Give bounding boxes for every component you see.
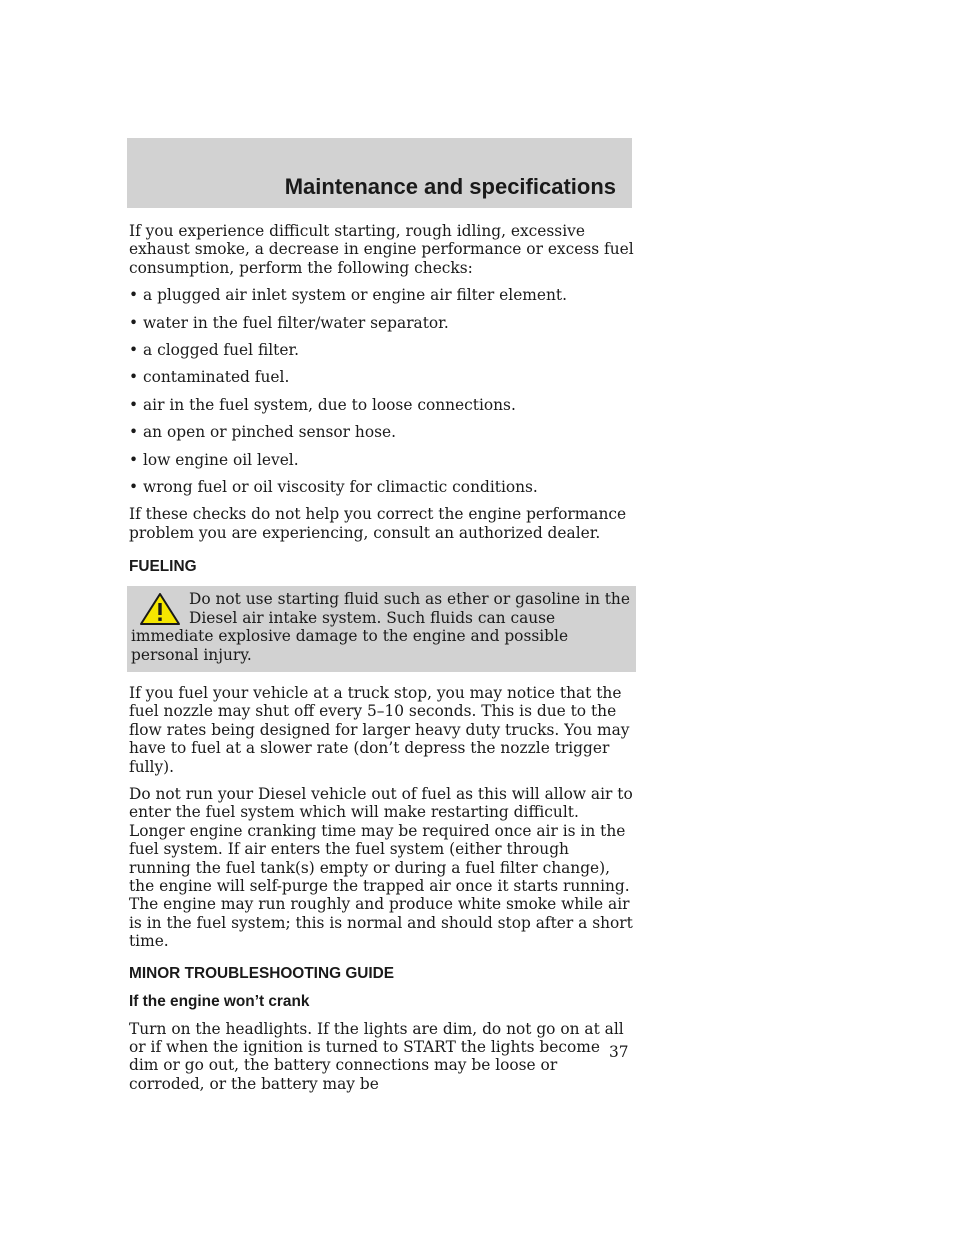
list-item: • water in the fuel filter/water separator. xyxy=(129,313,449,332)
warning-box xyxy=(127,586,636,672)
list-item: • a plugged air inlet system or engine air filter element. xyxy=(129,286,568,305)
list-item: • low engine oil level. xyxy=(129,450,299,469)
section-title: Maintenance and specifications xyxy=(284,174,616,199)
section-header-band xyxy=(127,138,632,208)
intro-paragraph: If you experience difficult starting, rough idling, excessive exhaust smoke, a decrease in engine performance or excess fuel consumption, perform the following checks: xyxy=(129,222,634,277)
page-content xyxy=(129,222,634,1102)
bullet-icon: • xyxy=(129,395,139,414)
troubleshooting-paragraph: Turn on the headlights. If the lights are dim, do not go on at all or if when the ignition is turned to START the lights become dim or go out, the battery connections may be loose or corroded, or the battery may be xyxy=(129,1019,624,1093)
warning-text: Do not use starting fluid such as ether or gasoline in the Diesel air intake system. Such fluids can cause immediate explosive damage to the engine and possible personal injury. xyxy=(131,590,630,664)
list-item: • a clogged fuel filter. xyxy=(129,341,300,360)
bullet-icon: • xyxy=(129,368,139,387)
checks-followup-paragraph: If these checks do not help you correct the engine performance problem you are experiencing, consult an authorized dealer. xyxy=(129,505,627,542)
list-item: • wrong fuel or oil viscosity for climactic conditions. xyxy=(129,478,538,497)
fueling-paragraph-air: Do not run your Diesel vehicle out of fuel as this will allow air to enter the fuel system which will make restarting difficult. Longer engine cranking time may be required once air is in the fuel system. If air enters the fuel system (either through running the fuel tank(s) empty or during a fuel filter change), the engine will self-purge the trapped air once it starts running. The engine may run roughly and produce white smoke while air is in the fuel system; this is normal and should stop after a short time. xyxy=(129,784,633,951)
page-number: 37 xyxy=(609,1043,629,1061)
warning-triangle-icon xyxy=(139,592,181,626)
bullet-icon: • xyxy=(129,423,139,442)
checks-list xyxy=(129,286,634,496)
bullet-icon: • xyxy=(129,450,139,469)
list-item: • contaminated fuel. xyxy=(129,368,290,387)
bullet-icon: • xyxy=(129,341,139,360)
troubleshooting-heading: MINOR TROUBLESHOOTING GUIDE xyxy=(129,964,395,982)
bullet-icon: • xyxy=(129,478,139,497)
list-item: • air in the fuel system, due to loose connections. xyxy=(129,395,516,414)
fueling-heading: FUELING xyxy=(129,558,197,576)
list-item: • an open or pinched sensor hose. xyxy=(129,423,397,442)
bullet-icon: • xyxy=(129,286,139,305)
fueling-paragraph-truck-stop: If you fuel your vehicle at a truck stop, you may notice that the fuel nozzle may shut off every 5–10 seconds. This is due to the flow rates being designed for larger heavy duty trucks. You may have to fuel at a slower rate (don’t depress the nozzle trigger fully). xyxy=(129,683,630,776)
bullet-icon: • xyxy=(129,313,139,332)
troubleshooting-subheading: If the engine won’t crank xyxy=(129,992,310,1010)
